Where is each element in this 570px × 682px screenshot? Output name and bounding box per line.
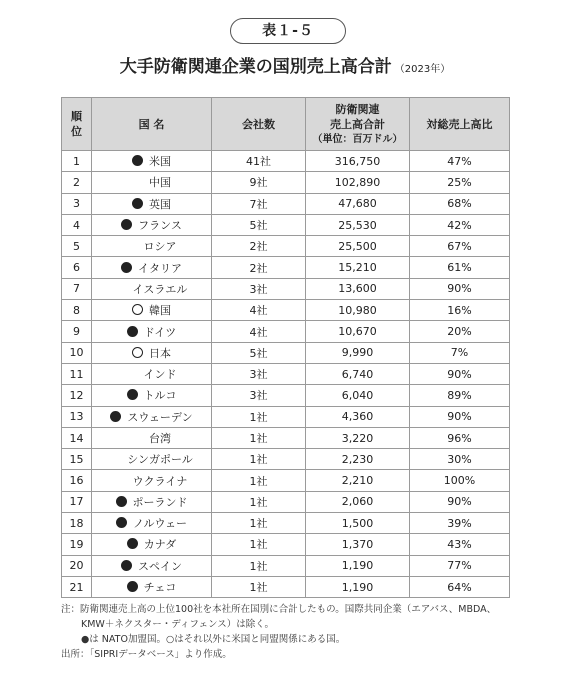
note-line: 注：防衛関連売上高の上位100社を本社所在国別に合計したもの。国際共同企業（エアバス、MBDA、	[61, 604, 497, 615]
ratio-cell: 42%	[410, 214, 510, 235]
companies-cell: 3社	[212, 363, 306, 384]
table-row	[62, 257, 510, 278]
rank-cell: 10	[62, 342, 92, 363]
sales-cell: 9,990	[306, 342, 410, 363]
sales-cell: 4,360	[306, 406, 410, 427]
rank-cell: 16	[62, 470, 92, 491]
header-sales	[306, 98, 410, 151]
ratio-cell: 90%	[410, 363, 510, 384]
sales-cell: 1,500	[306, 513, 410, 534]
country-name: スウェーデン	[127, 410, 193, 424]
country-cell	[92, 342, 212, 363]
country-cell	[92, 236, 212, 257]
ratio-cell: 64%	[410, 576, 510, 597]
nato-marker-icon	[127, 538, 138, 549]
rank-cell: 17	[62, 491, 92, 512]
sales-cell: 6,740	[306, 363, 410, 384]
nato-marker-icon	[110, 411, 121, 422]
nato-marker-icon	[121, 560, 132, 571]
country-name: インド	[143, 368, 177, 382]
ratio-cell: 39%	[410, 513, 510, 534]
country-name: 中国	[149, 176, 171, 190]
header-rank-line1: 順	[71, 110, 82, 123]
sales-cell: 316,750	[306, 151, 410, 172]
ratio-cell: 47%	[410, 151, 510, 172]
sales-cell: 102,890	[306, 172, 410, 193]
country-cell	[92, 257, 212, 278]
table-row	[62, 491, 510, 512]
sales-cell: 2,230	[306, 449, 410, 470]
country-cell	[92, 513, 212, 534]
ratio-cell: 90%	[410, 491, 510, 512]
ally-marker-icon	[132, 347, 143, 358]
country-name: チェコ	[143, 581, 177, 595]
ratio-cell: 20%	[410, 321, 510, 342]
country-name: スペイン	[138, 559, 182, 573]
rank-cell: 13	[62, 406, 92, 427]
companies-cell: 2社	[212, 236, 306, 257]
table-row	[62, 172, 510, 193]
rank-cell: 7	[62, 278, 92, 299]
nato-marker-icon	[121, 219, 132, 230]
country-name: 韓国	[149, 304, 171, 318]
country-cell	[92, 470, 212, 491]
notes	[61, 602, 531, 662]
country-name: ドイツ	[143, 325, 177, 339]
table-row	[62, 427, 510, 448]
header-sales-line1: 防衛関連	[335, 102, 380, 116]
rank-cell: 3	[62, 193, 92, 214]
country-cell	[92, 491, 212, 512]
country-name: フランス	[138, 219, 182, 233]
country-cell	[92, 576, 212, 597]
header-companies: 会社数	[212, 98, 306, 151]
companies-cell: 1社	[212, 470, 306, 491]
sales-cell: 13,600	[306, 278, 410, 299]
ratio-cell: 16%	[410, 300, 510, 321]
rank-cell: 4	[62, 214, 92, 235]
rank-cell: 11	[62, 363, 92, 384]
table-row	[62, 449, 510, 470]
companies-cell: 3社	[212, 385, 306, 406]
sales-cell: 25,500	[306, 236, 410, 257]
sales-cell: 25,530	[306, 214, 410, 235]
companies-cell: 5社	[212, 342, 306, 363]
ratio-cell: 100%	[410, 470, 510, 491]
ratio-cell: 30%	[410, 449, 510, 470]
country-name: ノルウェー	[132, 517, 188, 531]
sales-cell: 47,680	[306, 193, 410, 214]
rank-cell: 18	[62, 513, 92, 534]
sales-cell: 2,210	[306, 470, 410, 491]
table-row	[62, 342, 510, 363]
country-cell	[92, 321, 212, 342]
table-row	[62, 385, 510, 406]
rank-cell: 21	[62, 576, 92, 597]
title-year: （2023年）	[394, 64, 451, 75]
ratio-cell: 77%	[410, 555, 510, 576]
rank-cell: 14	[62, 427, 92, 448]
header-ratio: 対総売上高比	[410, 98, 510, 151]
companies-cell: 5社	[212, 214, 306, 235]
companies-cell: 3社	[212, 278, 306, 299]
header-rank	[62, 98, 92, 151]
country-cell	[92, 363, 212, 384]
country-cell	[92, 406, 212, 427]
table-body	[62, 151, 510, 598]
table-row	[62, 300, 510, 321]
nato-marker-icon	[127, 326, 138, 337]
defense-sales-table	[61, 97, 510, 598]
ratio-cell: 89%	[410, 385, 510, 406]
country-name: シンガポール	[127, 453, 193, 467]
country-name: イスラエル	[132, 282, 188, 296]
rank-cell: 19	[62, 534, 92, 555]
country-name: 英国	[149, 197, 171, 211]
country-name: 米国	[149, 155, 171, 169]
country-cell	[92, 278, 212, 299]
page-title	[0, 52, 570, 77]
table-row	[62, 406, 510, 427]
ally-marker-icon	[132, 304, 143, 315]
ratio-cell: 67%	[410, 236, 510, 257]
ratio-cell: 90%	[410, 278, 510, 299]
rank-cell: 20	[62, 555, 92, 576]
companies-cell: 7社	[212, 193, 306, 214]
sales-cell: 2,060	[306, 491, 410, 512]
title-text: 大手防衛関連企業の国別売上高合計	[119, 57, 392, 77]
table-row	[62, 513, 510, 534]
table-number-label: 表１-５	[230, 18, 346, 44]
country-name: ウクライナ	[132, 474, 188, 488]
companies-cell: 1社	[212, 491, 306, 512]
table-row	[62, 214, 510, 235]
table-row	[62, 321, 510, 342]
table-row	[62, 151, 510, 172]
rank-cell: 8	[62, 300, 92, 321]
rank-cell: 2	[62, 172, 92, 193]
nato-marker-icon	[132, 198, 143, 209]
nato-marker-icon	[127, 581, 138, 592]
rank-cell: 12	[62, 385, 92, 406]
sales-cell: 1,370	[306, 534, 410, 555]
table-row	[62, 534, 510, 555]
country-cell	[92, 172, 212, 193]
ratio-cell: 90%	[410, 406, 510, 427]
country-cell	[92, 214, 212, 235]
table-row	[62, 236, 510, 257]
rank-cell: 1	[62, 151, 92, 172]
table-row	[62, 555, 510, 576]
ratio-cell: 61%	[410, 257, 510, 278]
nato-marker-icon	[127, 389, 138, 400]
country-cell	[92, 427, 212, 448]
country-cell	[92, 449, 212, 470]
nato-marker-icon	[116, 496, 127, 507]
ratio-cell: 43%	[410, 534, 510, 555]
table-row	[62, 576, 510, 597]
ratio-cell: 7%	[410, 342, 510, 363]
country-cell	[92, 534, 212, 555]
note-line: KMW＋ネクスター・ディフェンス）は除く。	[81, 619, 275, 630]
companies-cell: 41社	[212, 151, 306, 172]
table-row	[62, 278, 510, 299]
sales-cell: 1,190	[306, 576, 410, 597]
table-row	[62, 193, 510, 214]
rank-cell: 9	[62, 321, 92, 342]
nato-marker-icon	[121, 262, 132, 273]
rank-cell: 15	[62, 449, 92, 470]
country-name: イタリア	[138, 261, 182, 275]
ratio-cell: 96%	[410, 427, 510, 448]
table-row	[62, 470, 510, 491]
country-cell	[92, 555, 212, 576]
country-name: ポーランド	[132, 495, 188, 509]
header-sales-unit: （単位：百万ドル）	[312, 133, 403, 145]
nato-marker-icon	[132, 155, 143, 166]
country-cell	[92, 193, 212, 214]
country-name: カナダ	[143, 538, 177, 552]
companies-cell: 1社	[212, 555, 306, 576]
sales-cell: 15,210	[306, 257, 410, 278]
companies-cell: 2社	[212, 257, 306, 278]
note-line: ●は NATO加盟国。○はそれ以外に米国と同盟関係にある国。	[81, 634, 346, 645]
header-sales-line2: 売上高合計	[330, 117, 385, 131]
sales-cell: 6,040	[306, 385, 410, 406]
companies-cell: 4社	[212, 321, 306, 342]
companies-cell: 1社	[212, 449, 306, 470]
sales-cell: 10,670	[306, 321, 410, 342]
country-name: 日本	[149, 346, 171, 360]
companies-cell: 4社	[212, 300, 306, 321]
rank-cell: 6	[62, 257, 92, 278]
companies-cell: 1社	[212, 427, 306, 448]
nato-marker-icon	[116, 517, 127, 528]
sales-cell: 10,980	[306, 300, 410, 321]
companies-cell: 1社	[212, 534, 306, 555]
table-row	[62, 363, 510, 384]
country-cell	[92, 385, 212, 406]
companies-cell: 1社	[212, 513, 306, 534]
companies-cell: 1社	[212, 406, 306, 427]
country-name: ロシア	[143, 240, 177, 254]
ratio-cell: 68%	[410, 193, 510, 214]
rank-cell: 5	[62, 236, 92, 257]
sales-cell: 3,220	[306, 427, 410, 448]
country-cell	[92, 300, 212, 321]
source-line: 出所：「SIPRIデータベース」より作成。	[61, 649, 232, 660]
country-cell	[92, 151, 212, 172]
country-name: 台湾	[149, 432, 171, 445]
header-country: 国 名	[92, 98, 212, 151]
table-header-row	[62, 98, 510, 151]
sales-cell: 1,190	[306, 555, 410, 576]
country-name: トルコ	[143, 389, 177, 403]
companies-cell: 9社	[212, 172, 306, 193]
header-rank-line2: 位	[71, 125, 82, 138]
ratio-cell: 25%	[410, 172, 510, 193]
companies-cell: 1社	[212, 576, 306, 597]
